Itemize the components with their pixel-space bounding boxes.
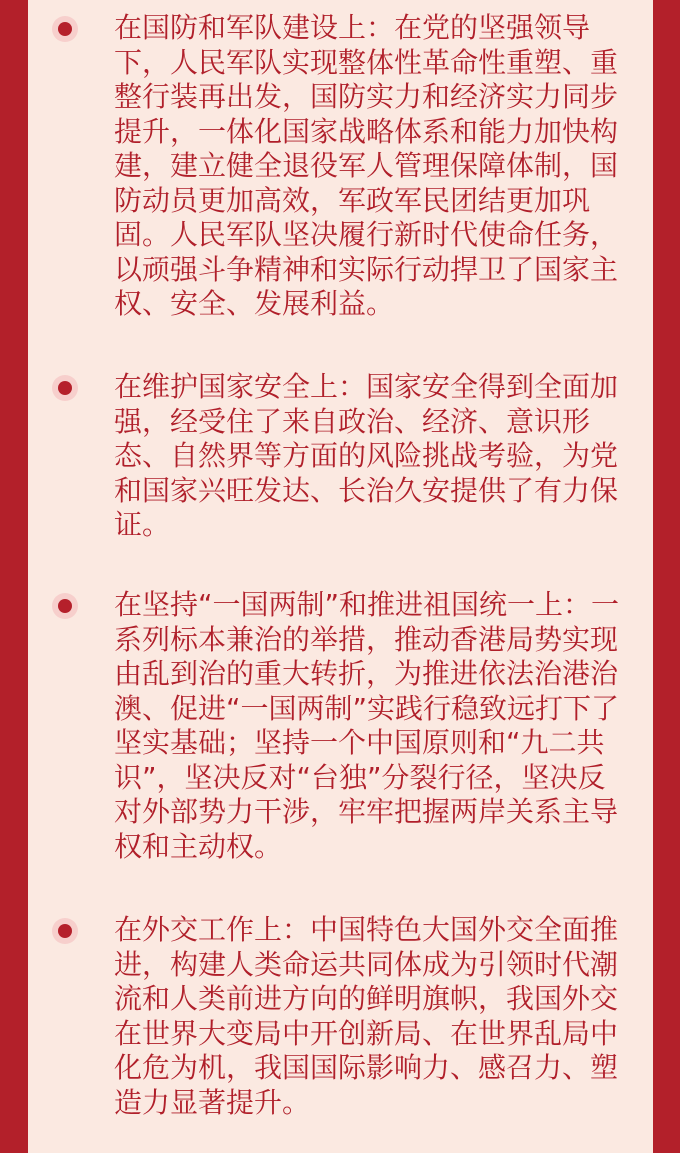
content-panel xyxy=(28,0,653,1153)
achievement-list xyxy=(28,0,653,1153)
red-dot-icon xyxy=(52,16,78,42)
red-dot-icon xyxy=(52,918,78,944)
red-dot-icon xyxy=(52,593,78,619)
red-dot-icon xyxy=(52,375,78,401)
list-item-text: 在坚持“一国两制”和推进祖国统一上：一系列标本兼治的举措，推动香港局势实现由乱到治的重大转折，为推进依法治港治澳、促进“一国两制”实践行稳致远打下了坚实基础；坚持一个中国原则和“九二共识”，坚决反对“台独”分裂行径，坚决反对外部势力干涉，牢牢把握两岸关系主导权和主动权。 xyxy=(114,588,620,863)
list-item-text: 在维护国家安全上：国家安全得到全面加强，经受住了来自政治、经济、意识形态、自然界等方面的风险挑战考验，为党和国家兴旺发达、长治久安提供了有力保证。 xyxy=(114,370,619,541)
list-item-text: 在国防和军队建设上：在党的坚强领导下，人民军队实现整体性革命性重塑、重整行装再出发，国防实力和经济实力同步提升，一体化国家战略体系和能力加快构建，建立健全退役军人管理保障体制，国防动员更加高效，军政军民团结更加巩固。人民军队坚决履行新时代使命任务，以顽强斗争精神和实际行动捍卫了国家主权、安全、发展利益。 xyxy=(114,11,619,320)
list-item-text: 在外交工作上：中国特色大国外交全面推进，构建人类命运共同体成为引领时代潮流和人类前进方向的鲜明旗帜，我国外交在世界大变局中开创新局、在世界乱局中化危为机，我国国际影响力、感召力、塑造力显著提升。 xyxy=(114,913,619,1119)
